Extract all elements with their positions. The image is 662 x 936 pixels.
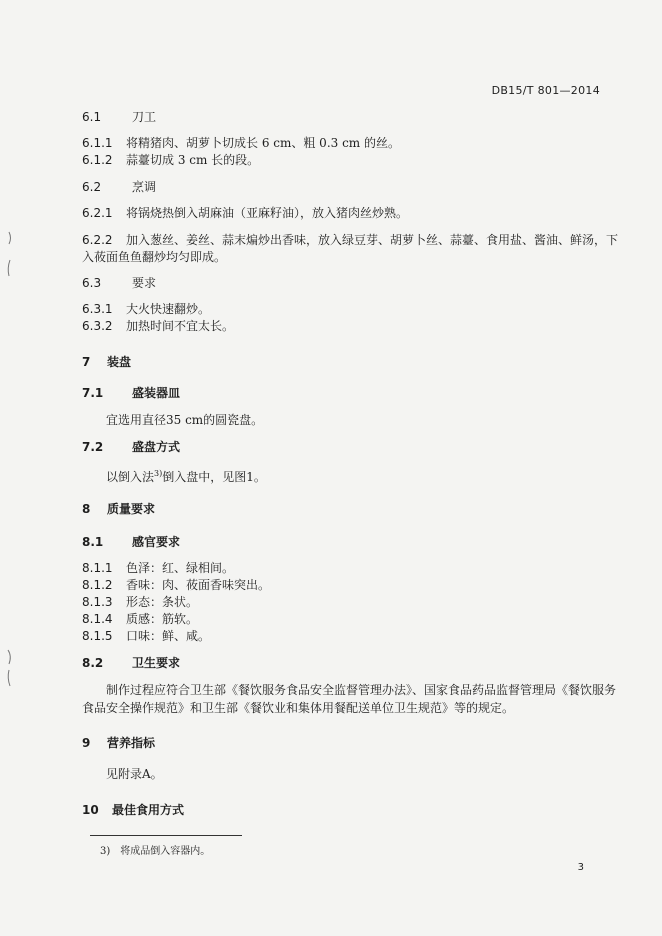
paragraph-7-1: 宜选用直径35 cm的圆瓷盘。 xyxy=(106,413,264,427)
chapter-heading-9: 9 营养指标 xyxy=(82,736,156,750)
section-heading-7-1: 7.1 盛装器皿 xyxy=(82,386,181,400)
paragraph-9: 见附录A。 xyxy=(106,767,163,781)
scan-mark-icon xyxy=(4,230,14,280)
document-id: DB15/T 801—2014 xyxy=(491,84,600,97)
chapter-heading-8: 8 质量要求 xyxy=(82,502,156,516)
paragraph-7-2: 以倒入法$^{3)}$倒入盘中，见图1。 xyxy=(106,469,266,484)
clause-6-1-2: 6.1.2 蒜薹切成 3 cm 长的段。 xyxy=(82,153,260,167)
footnote-reference[interactable]: 3) xyxy=(154,469,163,478)
footnote: 3) 将成品倒入容器内。 xyxy=(100,846,211,857)
clause-6-2-2-continued: 入莜面鱼鱼翻炒均匀即成。 xyxy=(82,250,227,264)
clause-6-3-2: 6.3.2 加热时间不宜太长。 xyxy=(82,319,235,333)
chapter-heading-10: 10 最佳食用方式 xyxy=(82,803,185,817)
scan-mark-icon xyxy=(4,648,14,688)
clause-6-2-1: 6.2.1 将锅烧热倒入胡麻油（亚麻籽油），放入猪肉丝炒熟。 xyxy=(82,206,409,220)
paragraph-8-2: 制作过程应符合卫生部《餐饮服务食品安全监督管理办法》、国家食品药品监督管理局《餐饮服务 xyxy=(106,683,617,697)
clause-8-1-2: 8.1.2 香味：肉、莜面香味突出。 xyxy=(82,578,271,592)
section-heading-6-2: 6.2 烹调 xyxy=(82,180,157,194)
clause-8-1-4: 8.1.4 质感：筋软。 xyxy=(82,612,199,626)
section-heading-8-1: 8.1 感官要求 xyxy=(82,535,181,549)
clause-6-3-1: 6.3.1 大火快速翻炒。 xyxy=(82,302,211,316)
section-heading-6-1: 6.1 刀工 xyxy=(82,110,157,124)
paragraph-8-2-continued: 食品安全操作规范》和卫生部《餐饮业和集体用餐配送单位卫生规范》等的规定。 xyxy=(82,701,515,715)
clause-6-1-1: 6.1.1 将精猪肉、胡萝卜切成长 6 cm、粗 0.3 cm 的丝。 xyxy=(82,136,400,150)
footnote-divider xyxy=(90,835,242,836)
clause-6-2-2: 6.2.2 加入葱丝、姜丝、蒜末煸炒出香味，放入绿豆芽、胡萝卜丝、蒜薹、食用盐、酱油、鲜汤，下 xyxy=(82,233,619,247)
clause-8-1-3: 8.1.3 形态：条状。 xyxy=(82,595,199,609)
page-number: 3 xyxy=(577,862,584,873)
section-heading-8-2: 8.2 卫生要求 xyxy=(82,656,181,670)
section-heading-6-3: 6.3 要求 xyxy=(82,276,157,290)
clause-8-1-1: 8.1.1 色泽：红、绿相间。 xyxy=(82,561,235,575)
section-heading-7-2: 7.2 盛盘方式 xyxy=(82,440,181,454)
chapter-heading-7: 7 装盘 xyxy=(82,355,132,369)
clause-8-1-5: 8.1.5 口味：鲜、咸。 xyxy=(82,629,211,643)
